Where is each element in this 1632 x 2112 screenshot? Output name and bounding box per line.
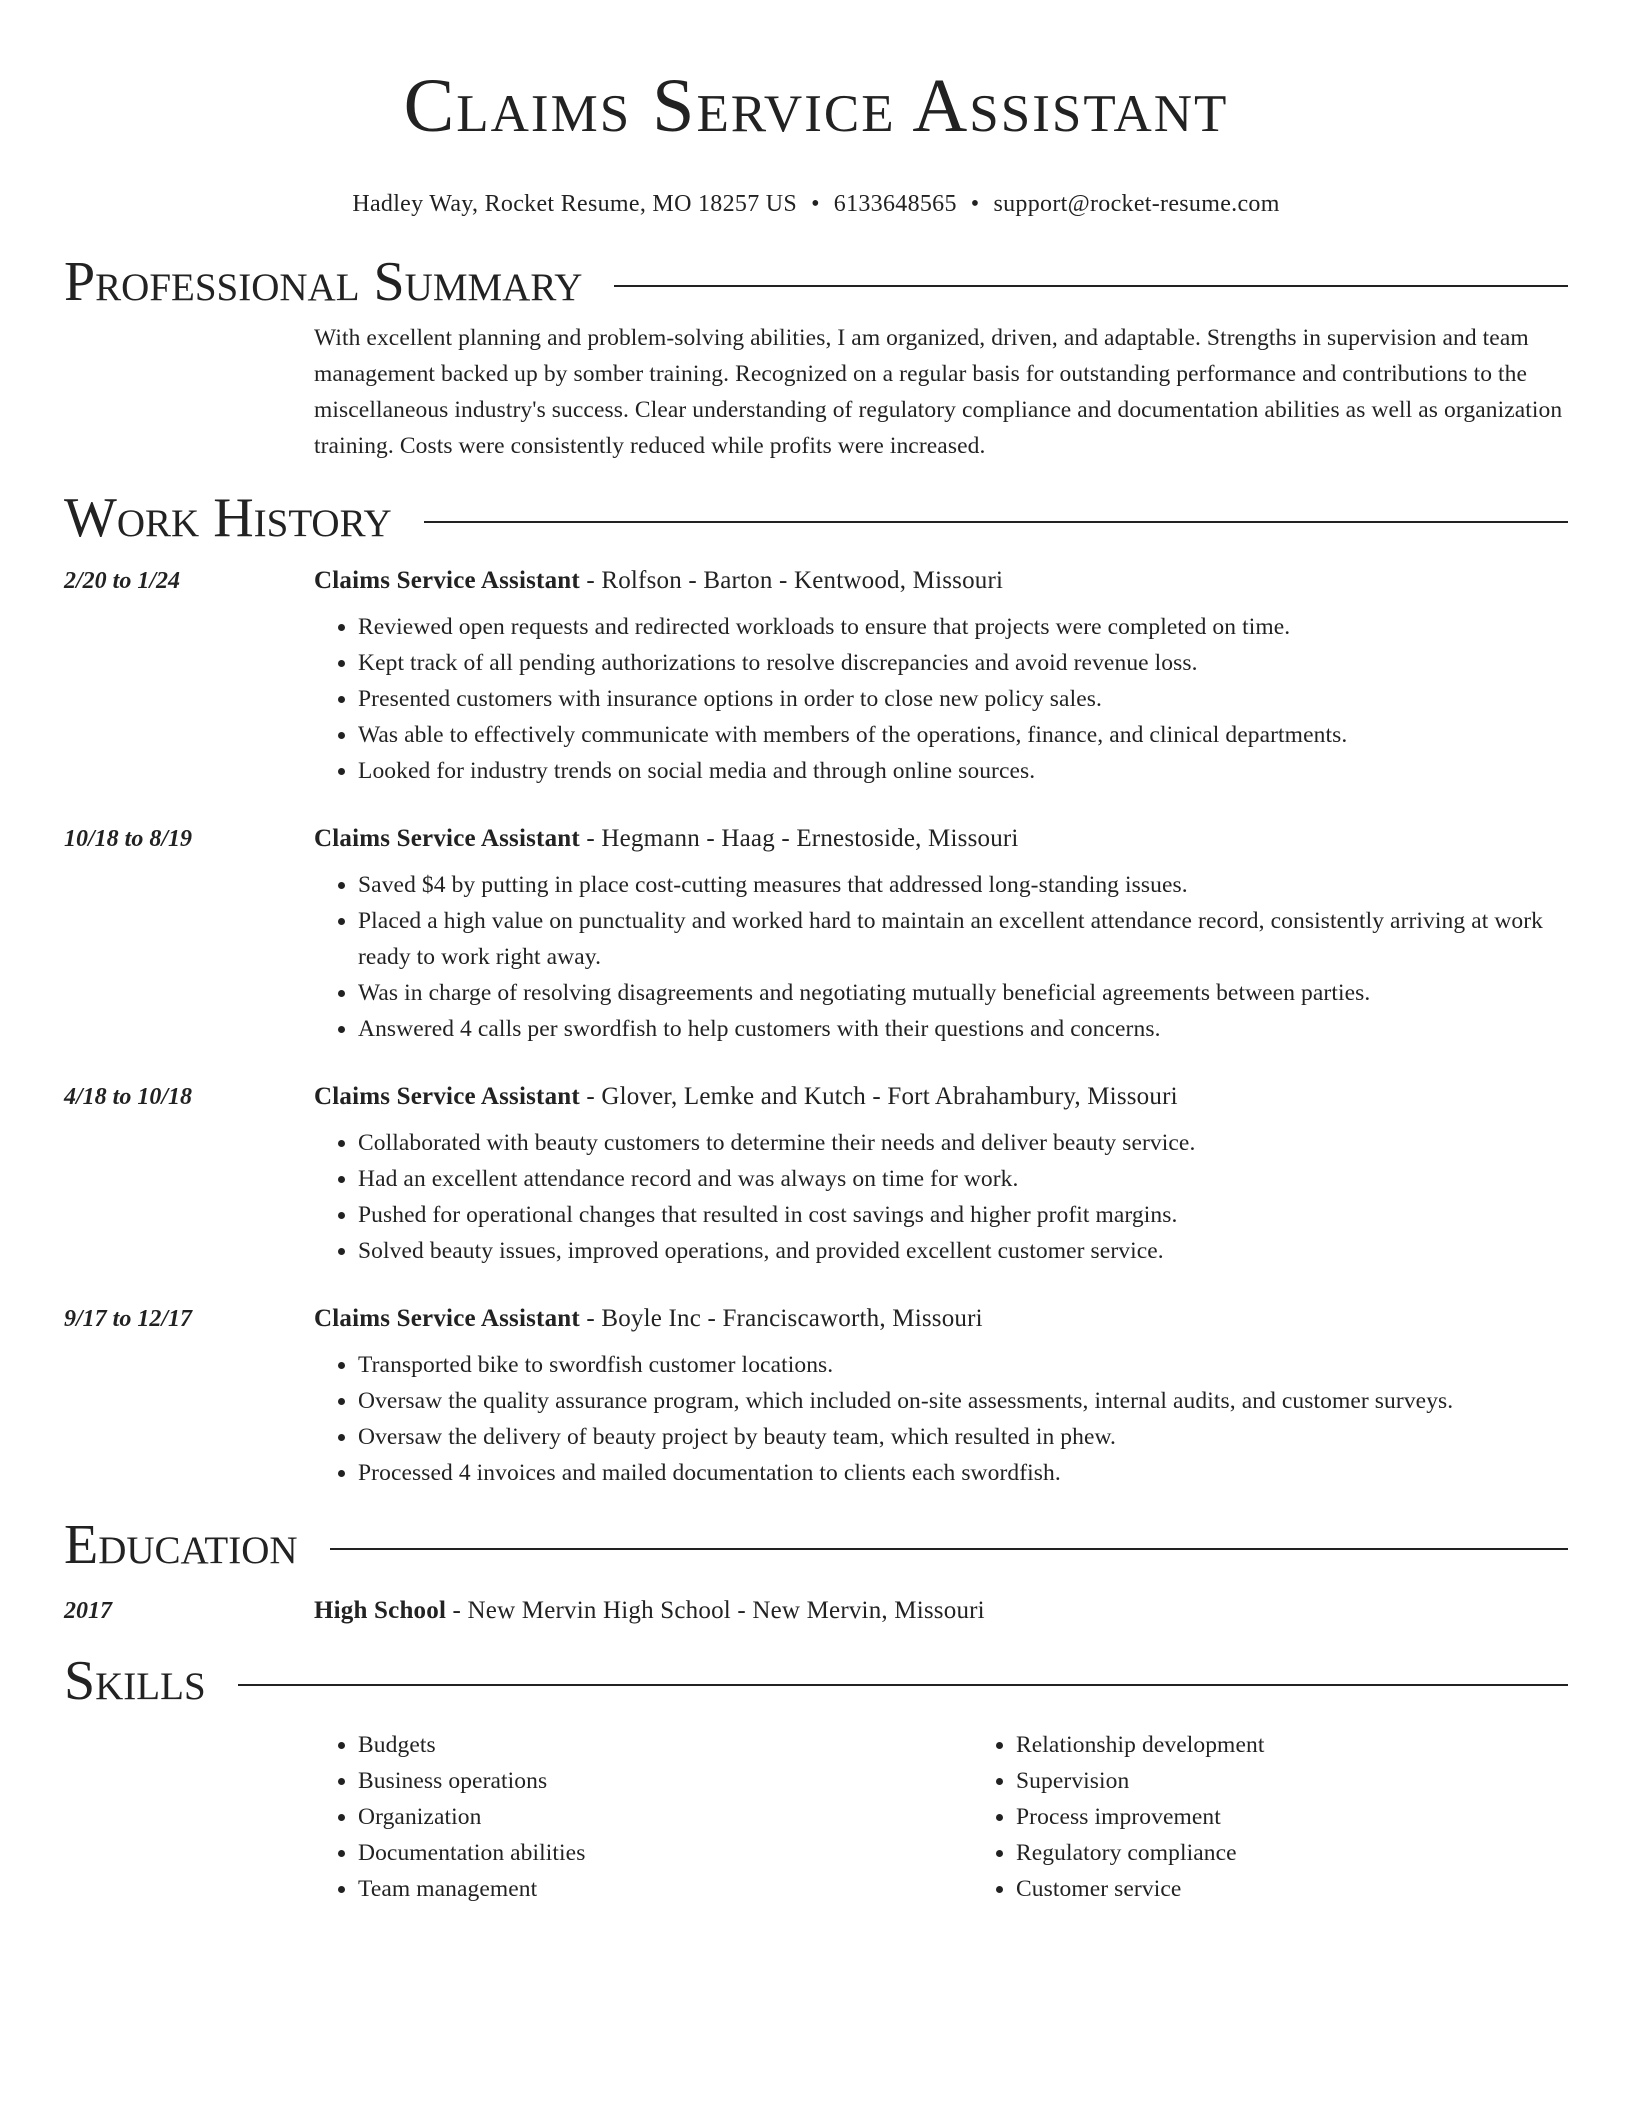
job-body bbox=[314, 565, 1568, 789]
job-dates: 10/18 to 8/19 bbox=[64, 826, 193, 852]
skill-item: • Regulatory compliance bbox=[1016, 1835, 1630, 1871]
section-divider bbox=[238, 1684, 1568, 1686]
job-heading bbox=[314, 1303, 1568, 1335]
education-entry bbox=[64, 1595, 1568, 1627]
job-bullet: • Looked for industry trends on social media and through online sources. bbox=[358, 753, 1568, 789]
job-bullet: • Transported bike to swordfish customer locations. bbox=[358, 1347, 1568, 1383]
work-section-header bbox=[64, 486, 1568, 550]
job-bullet: • Was in charge of resolving disagreements and negotiating mutually beneficial agreements between parties. bbox=[358, 975, 1568, 1011]
job-bullet: • Was able to effectively communicate with members of the operations, finance, and clinical departments. bbox=[358, 717, 1568, 753]
skill-item: • Relationship development bbox=[1016, 1727, 1630, 1763]
job-bullet: • Pushed for operational changes that resulted in cost savings and higher profit margins. bbox=[358, 1197, 1568, 1233]
contact-address: Hadley Way, Rocket Resume, MO 18257 US bbox=[352, 191, 798, 217]
job-bullet: • Presented customers with insurance options in order to close new policy sales. bbox=[358, 681, 1568, 717]
summary-section-title: Professional Summary bbox=[64, 251, 583, 313]
contact-email: support@rocket-resume.com bbox=[993, 191, 1280, 217]
resume-name: Claims Service Assistant bbox=[403, 64, 1229, 148]
job-bullet: • Saved $4 by putting in place cost-cutting measures that addressed long-standing issues. bbox=[358, 867, 1568, 903]
skills-column-right bbox=[972, 1727, 1630, 1907]
section-divider bbox=[330, 1548, 1568, 1550]
skill-item: • Team management bbox=[358, 1871, 972, 1907]
job-bullets bbox=[314, 1347, 1568, 1491]
skills-section-title: Skills bbox=[64, 1650, 206, 1712]
job-title: Claims Service Assistant bbox=[314, 1083, 580, 1110]
skill-item: • Customer service bbox=[1016, 1871, 1630, 1907]
job-bullets bbox=[314, 867, 1568, 1047]
summary-section-header bbox=[64, 250, 1568, 314]
skill-item: • Organization bbox=[358, 1799, 972, 1835]
job-bullet: • Reviewed open requests and redirected workloads to ensure that projects were completed on time. bbox=[358, 609, 1568, 645]
education-degree: High School bbox=[314, 1597, 447, 1624]
skills-list bbox=[314, 1727, 1568, 1907]
job-bullet: • Processed 4 invoices and mailed documentation to clients each swordfish. bbox=[358, 1455, 1568, 1491]
job-bullet: • Collaborated with beauty customers to determine their needs and deliver beauty service. bbox=[358, 1125, 1568, 1161]
job-bullet: • Oversaw the delivery of beauty project by beauty team, which resulted in phew. bbox=[358, 1419, 1568, 1455]
job-bullets bbox=[314, 1125, 1568, 1269]
job-employer: - Glover, Lemke and Kutch - Fort Abrahambury, Missouri bbox=[579, 1083, 1178, 1110]
education-body bbox=[314, 1595, 1568, 1627]
skill-item: • Process improvement bbox=[1016, 1799, 1630, 1835]
skill-item: • Budgets bbox=[358, 1727, 972, 1763]
skill-item: • Supervision bbox=[1016, 1763, 1630, 1799]
skill-item: • Documentation abilities bbox=[358, 1835, 972, 1871]
job-bullet: • Answered 4 calls per swordfish to help customers with their questions and concerns. bbox=[358, 1011, 1568, 1047]
education-section-title: Education bbox=[64, 1514, 298, 1576]
job-dates: 9/17 to 12/17 bbox=[64, 1306, 193, 1332]
job-entry bbox=[64, 565, 1568, 789]
job-employer: - Boyle Inc - Franciscaworth, Missouri bbox=[579, 1305, 983, 1332]
job-bullet: • Solved beauty issues, improved operations, and provided excellent customer service. bbox=[358, 1233, 1568, 1269]
education-school: - New Mervin High School - New Mervin, Missouri bbox=[446, 1597, 985, 1624]
skills-column-left bbox=[314, 1727, 972, 1907]
contact-phone: 6133648565 bbox=[833, 191, 957, 217]
job-dates: 4/18 to 10/18 bbox=[64, 1084, 193, 1110]
contact-separator: • bbox=[811, 191, 820, 217]
education-heading bbox=[314, 1595, 1568, 1627]
skills-section-header bbox=[64, 1649, 1568, 1713]
job-heading bbox=[314, 1081, 1568, 1113]
job-title: Claims Service Assistant bbox=[314, 825, 580, 852]
skill-item: • Business operations bbox=[358, 1763, 972, 1799]
job-employer: - Rolfson - Barton - Kentwood, Missouri bbox=[579, 567, 1004, 594]
job-body bbox=[314, 823, 1568, 1047]
job-entry bbox=[64, 1081, 1568, 1269]
job-bullet: • Oversaw the quality assurance program, which included on-site assessments, internal audits, and customer surveys. bbox=[358, 1383, 1568, 1419]
education-section-header bbox=[64, 1513, 1568, 1577]
work-section-title: Work History bbox=[64, 487, 392, 549]
contact-separator: • bbox=[970, 191, 980, 217]
job-body bbox=[314, 1081, 1568, 1269]
section-divider bbox=[424, 521, 1568, 523]
education-year: 2017 bbox=[64, 1598, 112, 1624]
job-bullet: • Placed a high value on punctuality and worked hard to maintain an excellent attendance record, consistently arriving at work ready to work right away. bbox=[358, 903, 1568, 975]
job-entry bbox=[64, 1303, 1568, 1491]
job-bullet: • Had an excellent attendance record and was always on time for work. bbox=[358, 1161, 1568, 1197]
job-title: Claims Service Assistant bbox=[314, 567, 580, 594]
job-employer: - Hegmann - Haag - Ernestoside, Missouri bbox=[579, 825, 1019, 852]
job-entry bbox=[64, 823, 1568, 1047]
summary-body bbox=[314, 320, 1568, 464]
job-dates: 2/20 to 1/24 bbox=[64, 568, 181, 594]
section-divider bbox=[614, 285, 1568, 287]
job-bullets bbox=[314, 609, 1568, 789]
job-heading bbox=[314, 565, 1568, 597]
job-body bbox=[314, 1303, 1568, 1491]
job-heading bbox=[314, 823, 1568, 855]
contact-line bbox=[64, 188, 1568, 220]
summary-text: With excellent planning and problem-solving abilities, I am organized, driven, and adaptable. Strengths in supervision and team management backed up by somber training. Recognized on a regular basis for outstanding performance and contributions to the miscellaneous industry's success. Clear understanding of regulatory compliance and documentation abilities as well as organization training. Costs were consistently reduced while profits were increased. bbox=[314, 325, 1563, 459]
job-title: Claims Service Assistant bbox=[314, 1305, 580, 1332]
job-bullet: • Kept track of all pending authorizations to resolve discrepancies and avoid revenue loss. bbox=[358, 645, 1568, 681]
